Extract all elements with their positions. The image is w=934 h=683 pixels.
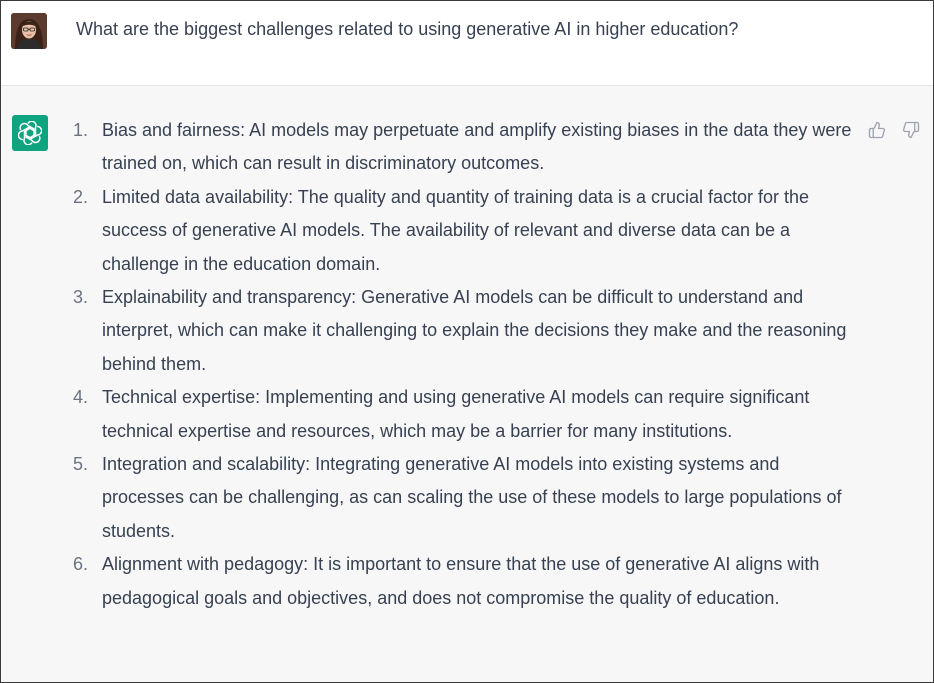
assistant-message-row (1, 86, 933, 682)
list-item-number: 5. (73, 454, 89, 475)
list-item-number: 4. (73, 387, 89, 408)
list-item-text: Technical expertise: Implementing and using generative AI models can require significant technical expertise and resources, which may be a barrier for many institutions. (102, 387, 810, 441)
list-item-number: 3. (73, 287, 89, 308)
list-item-text: Bias and fairness: AI models may perpetuate and amplify existing biases in the data they were trained on, which can result in discriminatory outcomes. (102, 120, 852, 174)
list-item (73, 381, 863, 448)
list-item-text: Integration and scalability: Integrating generative AI models into existing systems and processes can be challenging, as can scaling the use of these models to large populations of students. (102, 454, 842, 541)
list-item-number: 6. (73, 554, 89, 575)
list-item-number: 2. (73, 186, 89, 207)
list-item-text: Explainability and transparency: Generative AI models can be difficult to understand and interpret, which can make it challenging to explain the decisions they make and the reasoning behind them. (102, 287, 847, 374)
list-item (73, 181, 863, 281)
list-item-text: Limited data availability: The quality and quantity of training data is a crucial factor for the success of generative AI models. The availability of relevant and diverse data can be a challenge in the education domain. (102, 186, 810, 274)
answer-list (73, 114, 863, 615)
user-question: What are the biggest challenges related to using generative AI in higher education? (76, 19, 739, 39)
thumbs-up-icon (868, 121, 886, 139)
feedback-buttons (867, 120, 921, 140)
list-item-text: Alignment with pedagogy: It is important to ensure that the use of generative AI aligns with pedagogical goals and objectives, and does not compromise the quality of education. (102, 554, 820, 608)
thumbs-down-button[interactable] (901, 120, 921, 140)
thumbs-down-icon (902, 121, 920, 139)
list-item (73, 548, 863, 615)
list-item-number: 1. (73, 120, 89, 140)
list-item (73, 448, 863, 548)
user-message-row (1, 1, 933, 86)
user-avatar (11, 13, 47, 49)
list-item (73, 114, 863, 181)
list-item (73, 281, 863, 381)
openai-logo-icon (12, 115, 48, 151)
thumbs-up-button[interactable] (867, 120, 887, 140)
